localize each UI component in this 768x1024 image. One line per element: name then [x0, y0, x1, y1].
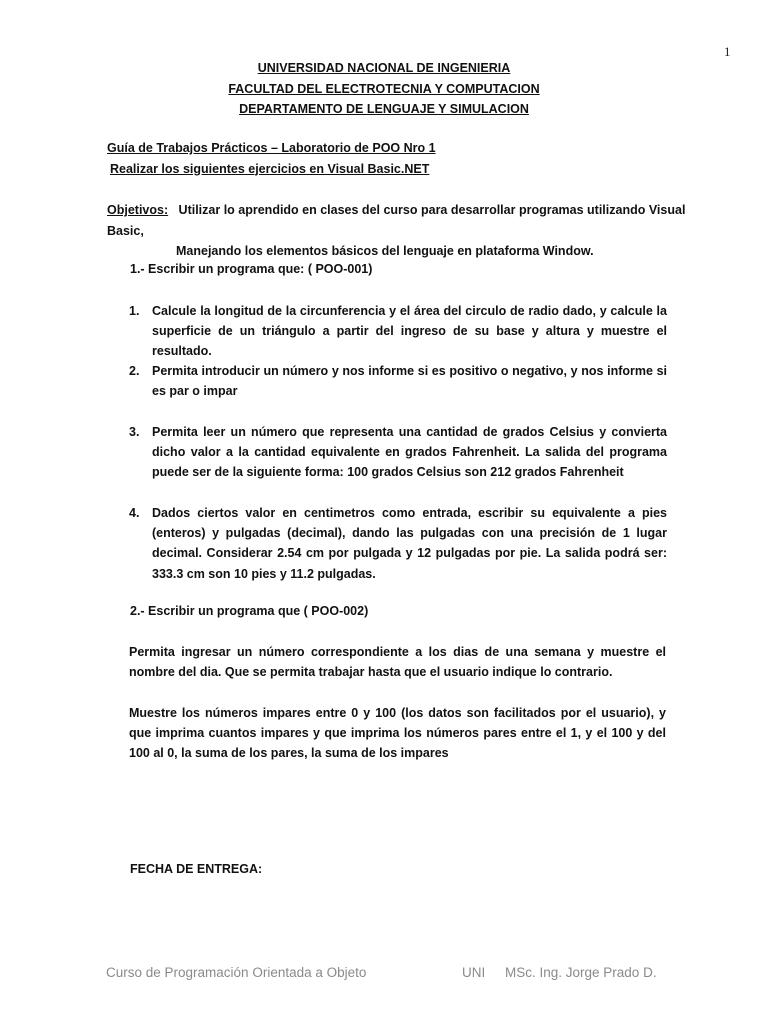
exercise-number: 3. [129, 425, 140, 439]
exercise-item [129, 301, 667, 362]
exercise-text: Permita introducir un número y nos informe si es positivo o negativo, y nos informe si es par o impar [152, 364, 667, 399]
objectives-label: Objetivos: [107, 203, 169, 217]
footer-instructor: MSc. Ing. Jorge Prado D. [505, 965, 657, 980]
exercise-text: Permita leer un número que representa una cantidad de grados Celsius y convierta dicho valor a la cantidad equivalente en grados Fahrenheit. La salida del programa puede ser de la siguiente forma: 100 grados Celsius son 212 grados Fahrenheit [152, 425, 667, 480]
section-1-title: 1.- Escribir un programa que: ( POO-001) [130, 262, 373, 276]
exercise-item [129, 503, 667, 584]
section-2-paragraph-2: Muestre los números impares entre 0 y 100 (los datos son facilitados por el usuario), y que imprima cuantos impares y que imprima los números pares entre el 1, y el 100 y del 100 al 0, la suma de los pares, la suma de los impares [129, 706, 666, 761]
objectives-line-2: Manejando los elementos básicos del lenguaje en plataforma Window. [176, 244, 594, 258]
header-faculty: FACULTAD DEL ELECTROTECNIA Y COMPUTACION [228, 81, 540, 96]
exercise-text: Calcule la longitud de la circunferencia y el área del circulo de radio dado, y calcule la superficie de un triángulo a partir del ingreso de su base y altura y muestre el resultado. [152, 304, 667, 359]
exercise-number: 1. [129, 304, 140, 318]
exercise-item [129, 422, 667, 483]
exercise-number: 2. [129, 364, 140, 378]
exercise-item [129, 361, 667, 401]
header-university: UNIVERSIDAD NACIONAL DE INGENIERIA [257, 61, 511, 75]
exercise-number: 4. [129, 506, 140, 520]
footer-course: Curso de Programación Orientada a Objeto [106, 965, 367, 980]
objectives-line-1: Utilizar lo aprendido en clases del curso para desarrollar programas utilizando Visual Basic, [107, 203, 686, 238]
document-header [0, 58, 768, 120]
guide-subtitle: Realizar los siguientes ejercicios en Visual Basic.NET [110, 161, 430, 176]
section-2-paragraph-1: Permita ingresar un número correspondiente a los dias de una semana y muestre el nombre del dia. Que se permita trabajar hasta que el usuario indique lo contrario. [129, 645, 666, 680]
section-2-title: 2.- Escribir un programa que ( POO-002) [130, 604, 369, 618]
guide-block [107, 138, 436, 179]
objectives-block [107, 200, 707, 262]
page-number: 1 [724, 44, 731, 59]
guide-title: Guía de Trabajos Prácticos – Laboratorio de POO Nro 1 [107, 141, 436, 155]
exercise-text: Dados ciertos valor en centimetros como entrada, escribir su equivalente a pies (enteros) y pulgadas (decimal), dando las pulgadas con una precisión de 1 lugar decimal. Considerar 2.54 cm por pulgada y 12 pulgadas por pie. La salida podrá ser: 333.3 cm son 10 pies y 11.2 pulgadas. [152, 506, 667, 581]
due-date-label: FECHA DE ENTREGA: [130, 862, 263, 876]
header-department: DEPARTAMENTO DE LENGUAJE Y SIMULACION [239, 102, 529, 116]
footer-institution: UNI [462, 965, 486, 980]
